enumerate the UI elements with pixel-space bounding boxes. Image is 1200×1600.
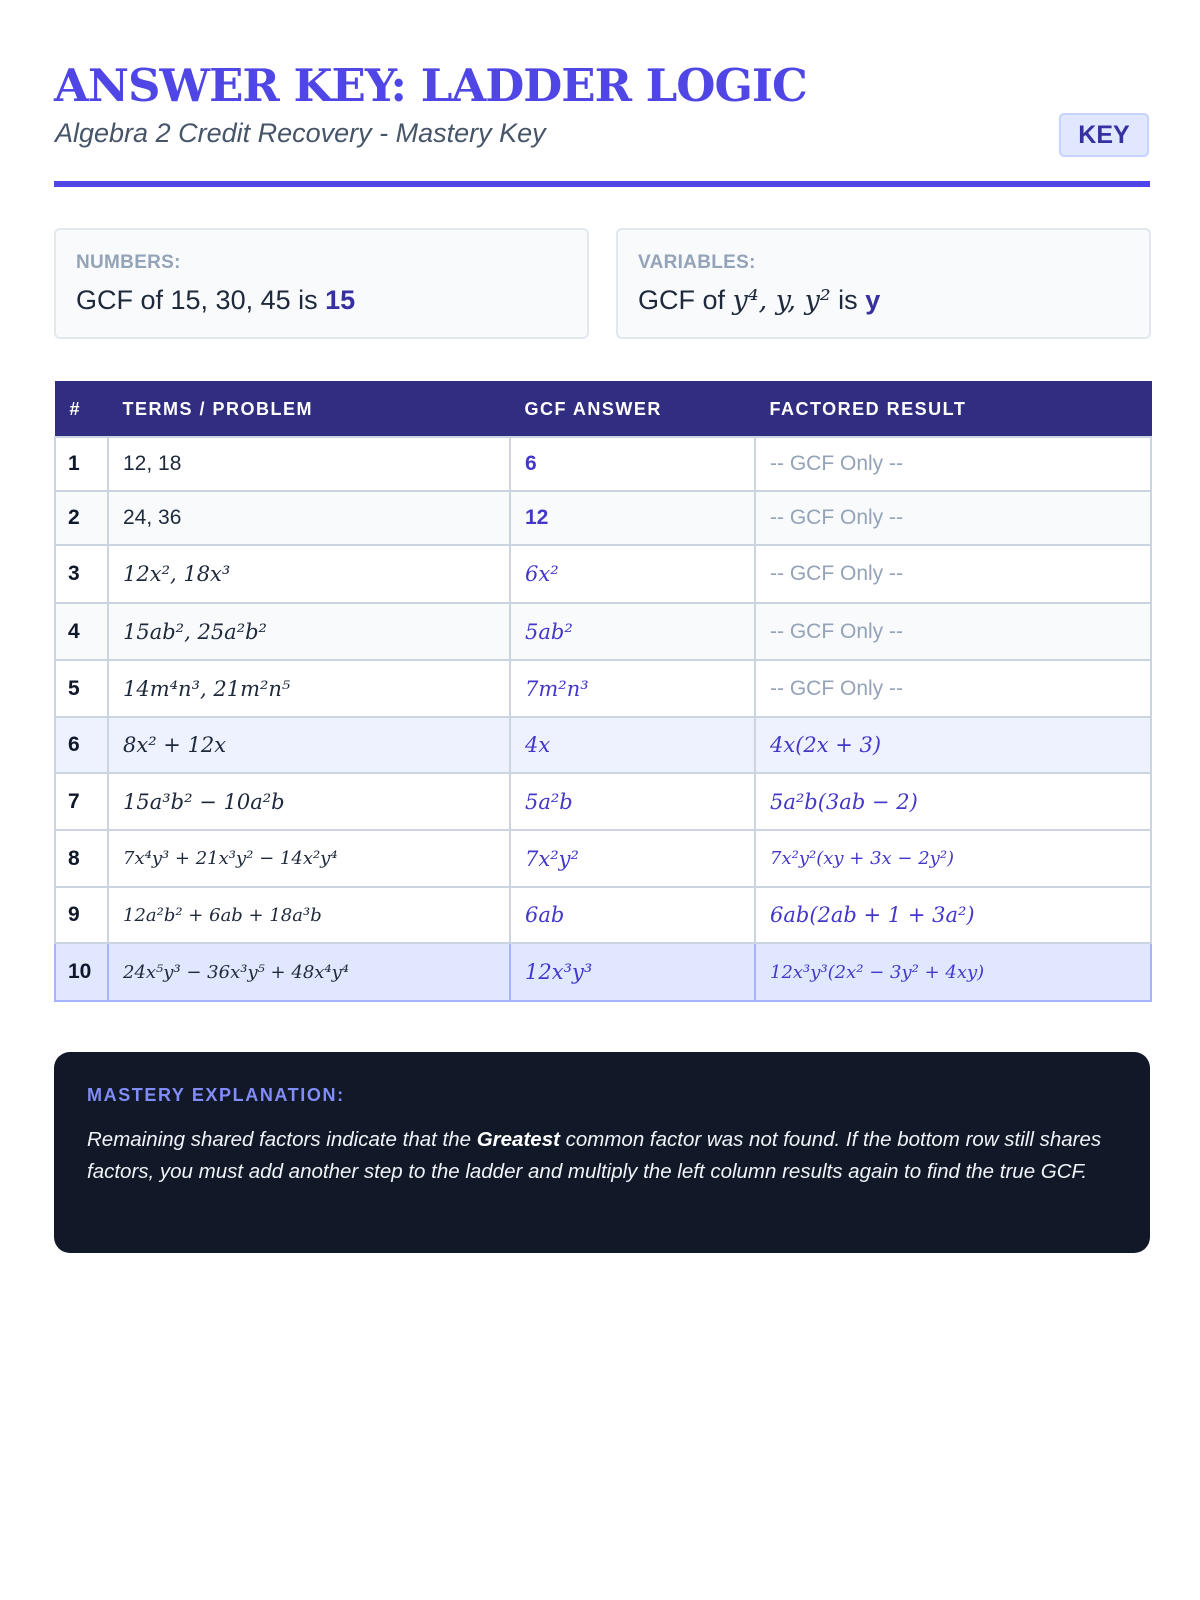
column-header-gcf: GCF ANSWER: [510, 382, 755, 438]
row-number: 7: [55, 773, 108, 830]
variables-expression: y⁴, y, y²: [732, 285, 831, 316]
variables-label: VARIABLES:: [638, 252, 756, 273]
page-title: ANSWER KEY: LADDER LOGIC: [54, 59, 807, 112]
row-number: 2: [55, 491, 108, 545]
row-number: 3: [55, 545, 108, 603]
row-gcf-answer: 12x³y³: [510, 943, 755, 1001]
variables-is-text: is: [830, 285, 866, 315]
answer-table: [54, 381, 1152, 1002]
header-divider: [54, 181, 1150, 187]
numbers-label: NUMBERS:: [76, 252, 181, 273]
row-factored-result: -- GCF Only --: [755, 660, 1151, 717]
numbers-statement: [76, 285, 355, 316]
row-terms: 15a³b² − 10a²b: [108, 773, 510, 830]
numbers-prefix: GCF of 15, 30, 45 is: [76, 285, 326, 315]
row-factored-result: 5a²b(3ab − 2): [755, 773, 1151, 830]
explanation-text-before: Remaining shared factors indicate that the: [87, 1128, 477, 1151]
row-factored-result: 4x(2x + 3): [755, 717, 1151, 773]
row-number: 10: [55, 943, 108, 1001]
column-header-number: #: [55, 382, 108, 438]
row-gcf-answer: 6: [510, 437, 755, 491]
row-gcf-answer: 6ab: [510, 887, 755, 943]
explanation-text-after: common factor was not found. If the bottom row still shares factors, you must add another step to the ladder and multiply the left column results again to find the true GCF.: [87, 1128, 1102, 1183]
table-row: [55, 830, 1151, 887]
table-header-row: [55, 382, 1151, 438]
explanation-label: MASTERY EXPLANATION:: [87, 1085, 345, 1105]
row-factored-result: 12x³y³(2x² − 3y² + 4xy): [755, 943, 1151, 1001]
table-row: [55, 773, 1151, 830]
row-number: 9: [55, 887, 108, 943]
row-terms: 12a²b² + 6ab + 18a³b: [108, 887, 510, 943]
table-row: [55, 603, 1151, 660]
row-gcf-answer: 12: [510, 491, 755, 545]
row-number: 5: [55, 660, 108, 717]
numbers-info-card: [54, 228, 589, 339]
numbers-answer: 15: [325, 285, 356, 315]
row-factored-result: -- GCF Only --: [755, 545, 1151, 603]
table-row: [55, 437, 1151, 491]
table-row: [55, 943, 1151, 1001]
page-subtitle: Algebra 2 Credit Recovery - Mastery Key: [55, 118, 546, 148]
row-number: 4: [55, 603, 108, 660]
row-factored-result: 6ab(2ab + 1 + 3a²): [755, 887, 1151, 943]
row-terms: 8x² + 12x: [108, 717, 510, 773]
variables-answer: y: [865, 285, 881, 315]
row-gcf-answer: 7m²n³: [510, 660, 755, 717]
row-terms: 7x⁴y³ + 21x³y² − 14x²y⁴: [108, 830, 510, 887]
row-gcf-answer: 6x²: [510, 545, 755, 603]
row-terms: 14m⁴n³, 21m²n⁵: [108, 660, 510, 717]
variables-info-card: [616, 228, 1151, 339]
row-terms: 12x², 18x³: [108, 545, 510, 603]
row-gcf-answer: 4x: [510, 717, 755, 773]
row-gcf-answer: 5ab²: [510, 603, 755, 660]
table-row: [55, 545, 1151, 603]
variables-statement: [638, 285, 880, 316]
row-terms: 24, 36: [108, 491, 510, 545]
variables-prefix: GCF of: [638, 285, 733, 315]
row-number: 8: [55, 830, 108, 887]
row-number: 6: [55, 717, 108, 773]
table-row: [55, 491, 1151, 545]
explanation-text-emphasis: Greatest: [476, 1128, 560, 1151]
column-header-terms: TERMS / PROBLEM: [108, 382, 510, 438]
table-row: [55, 887, 1151, 943]
row-gcf-answer: 7x²y²: [510, 830, 755, 887]
column-header-factored: FACTORED RESULT: [755, 382, 1151, 438]
row-factored-result: 7x²y²(xy + 3x − 2y²): [755, 830, 1151, 887]
key-badge: KEY: [1059, 113, 1149, 157]
row-terms: 24x⁵y³ − 36x³y⁵ + 48x⁴y⁴: [108, 943, 510, 1001]
row-terms: 12, 18: [108, 437, 510, 491]
table-row: [55, 660, 1151, 717]
table-row: [55, 717, 1151, 773]
row-terms: 15ab², 25a²b²: [108, 603, 510, 660]
explanation-text: [87, 1124, 1117, 1188]
row-factored-result: -- GCF Only --: [755, 491, 1151, 545]
mastery-explanation-panel: [54, 1052, 1150, 1253]
row-factored-result: -- GCF Only --: [755, 437, 1151, 491]
row-number: 1: [55, 437, 108, 491]
row-gcf-answer: 5a²b: [510, 773, 755, 830]
row-factored-result: -- GCF Only --: [755, 603, 1151, 660]
